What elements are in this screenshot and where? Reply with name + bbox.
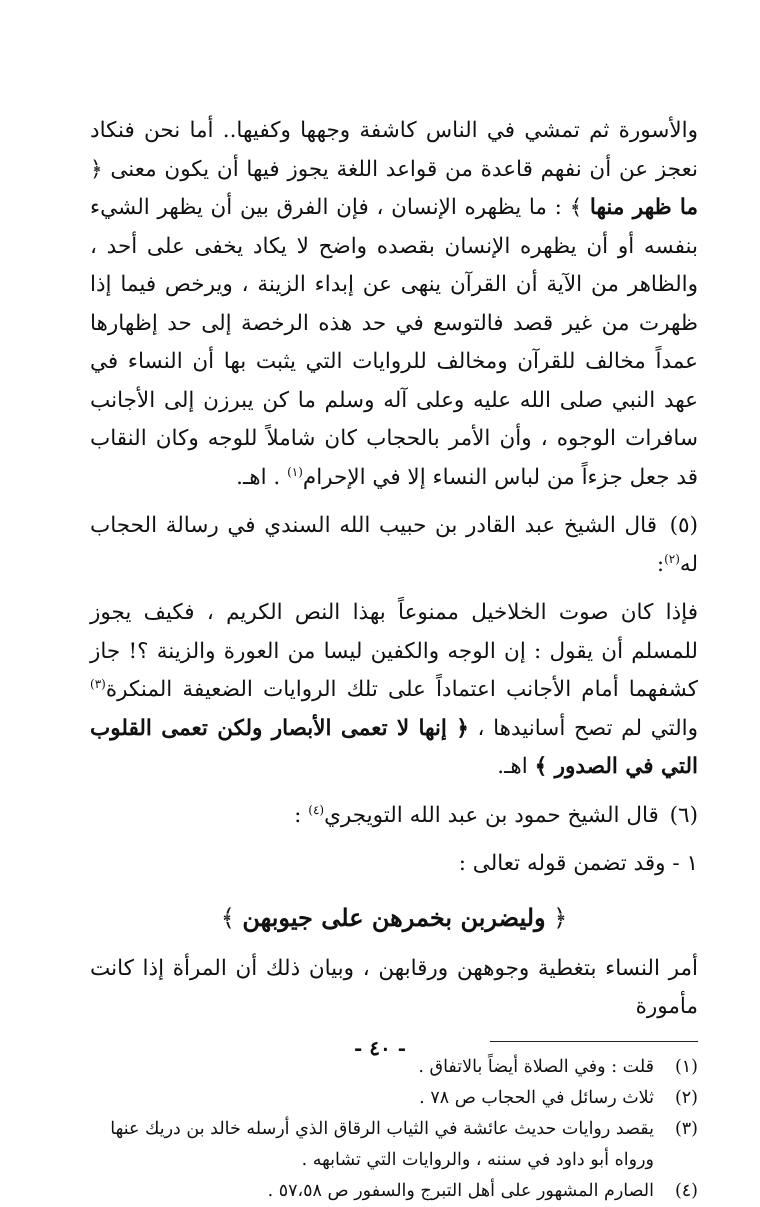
footnote-ref[interactable]: (١) (287, 464, 303, 479)
paragraph-text: أمر النساء بتغطية وجوههن ورقابهن ، وبيان ذلك أن المرأة إذا كانت مأمورة (90, 955, 698, 1019)
paragraph-text: : ما يظهره الإنسان ، فإن الفرق بين أن يظهر الشيء بنفسه أو أن يظهره الإنسان بقصده واضح لا يكاد يخفى على أحد ، والظاهر من الآية أن القرآن ينهى عن إبداء الزينة ، ويرخص فيما إذا ظهرت من غير قصد فالتوسع في حد هذه الرخصة إلى حد إظهارها عمداً مخالف للقرآن ومخالف للروايات التي يثبت بها أن النساء في عهد النبي صلى الله عليه وعلى آله وسلم ما كن يبرزن إلى الأجانب سافرات الوجوه ، وأن الأمر بالحجاب كان شاملاً للوجه وكان النقاب قد جعل جزءاً من لباس النساء إلا في الإحرام (90, 195, 698, 490)
footnote-item (90, 1176, 698, 1207)
paragraph-text: فإذا كان صوت الخلاخيل ممنوعاً بهذا النص الكريم ، فكيف يجوز للمسلم أن يقول : إن الوجه والكفين ليسا من العورة والزينة ؟! جاز كشفهما أمام الأجانب اعتماداً على تلك الروايات الضعيفة المنكرة (90, 600, 698, 702)
footnote-text: ثلاث رسائل في الحجاب ص ٧٨ . (419, 1087, 654, 1108)
paragraph-text: قال الشيخ عبد القادر بن حبيب الله السندي في رسالة الحجاب له (90, 513, 698, 577)
quran-bracket-close: ﴾ (220, 903, 243, 932)
paragraph-end: : (294, 802, 309, 828)
paragraph-continuation (90, 112, 698, 497)
quran-bracket-open: ﴿ (446, 715, 469, 741)
paragraph-end: . اهـ. (236, 464, 288, 490)
footnote-ref[interactable]: (٢) (664, 551, 680, 566)
paragraph-end: : (656, 551, 665, 577)
footnote-item (90, 1114, 698, 1176)
paragraph-text: والأسورة ثم تمشي في الناس كاشفة وجهها وكفيها.. أما نحن فنكاد نعجز عن أن نفهم قاعدة من قواعد اللغة يجوز فيها أن يكون معنى (90, 118, 698, 182)
paragraph-text: والتي لم تصح أسانيدها ، (468, 715, 699, 741)
paragraph-quote (90, 594, 698, 787)
footnote-ref[interactable]: (٤) (308, 802, 325, 817)
footnote-text: الصارم المشهور على أهل التبرج والسفور ص ٥٧،٥٨ . (267, 1180, 654, 1201)
footnote-number: (١) (674, 1056, 698, 1077)
paragraph-end: اهـ. (497, 754, 535, 779)
paragraph-text: قال الشيخ حمود بن عبد الله التويجري (324, 802, 659, 828)
footnote-ref[interactable]: (٣) (90, 676, 106, 691)
item-number: (٥) (669, 513, 698, 538)
footnote-number: (٤) (674, 1180, 698, 1201)
footnote-number: (٢) (674, 1087, 698, 1108)
footnote-item (90, 1083, 698, 1114)
quran-bracket-open: ﴿ (90, 156, 103, 182)
quran-quote: إنها لا تعمى الأبصار ولكن تعمى القلوب التي في الصدور (90, 715, 698, 779)
footnote-number: (٣) (674, 1118, 698, 1139)
footnote-text: قلت : وفي الصلاة أيضاً بالاتفاق . (418, 1056, 654, 1077)
quran-bracket-close: ﴾ (534, 754, 555, 779)
quran-verse-text: وليضربن بخمرهن على جيوبهن (242, 902, 546, 932)
page-number: - ٤٠ - (353, 1036, 406, 1060)
paragraph-item-6 (90, 797, 698, 836)
paragraph-sub-1: ١ - وقد تضمن قوله تعالى : (458, 851, 698, 876)
paragraph-item-5 (90, 507, 698, 584)
quran-bracket-open: ﴿ (545, 903, 568, 932)
quran-verse (90, 898, 698, 938)
footnotes-list (90, 1052, 698, 1207)
footnote-text: يقصد روايات حديث عائشة في الثياب الرقاق الذي أرسله خالد بن دريك عنها ورواه أبو داود في سننه ، والروايات التي تشابهه . (110, 1118, 654, 1170)
item-number: (٦) (669, 802, 698, 828)
quran-quote: ما ظهر منها (589, 195, 698, 220)
quran-bracket-close: ﴾ (569, 195, 590, 220)
